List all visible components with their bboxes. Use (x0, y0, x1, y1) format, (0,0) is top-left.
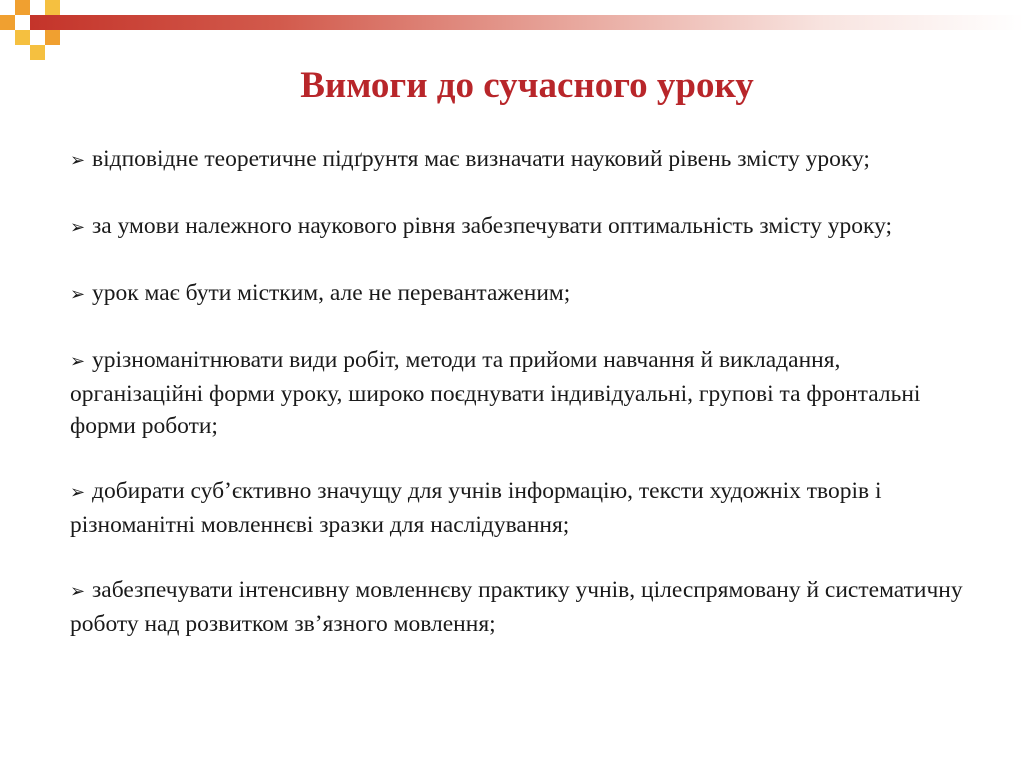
list-item (70, 574, 970, 640)
list-item (70, 143, 970, 177)
arrow-bullet-icon: ➢ (70, 351, 86, 372)
decor-square (45, 0, 60, 15)
decor-square (15, 0, 30, 15)
list-item (70, 210, 970, 244)
decor-square (45, 30, 60, 45)
list-item-text: забезпечувати інтенсивну мовленнєву практику учнів, цілеспрямовану й систематичну роботу над розвитком зв’язного мовлення; (70, 577, 963, 637)
decor-square (30, 45, 45, 60)
list-item (70, 475, 970, 541)
list-item-text: за умови належного наукового рівня забезпечувати оптимальність змісту уроку; (92, 213, 893, 239)
list-item-text: добирати суб’єктивно значущу для учнів інформацію, тексти художніх творів і різноманітні мовленнєві зразки для наслідування; (70, 478, 882, 538)
header-gradient-bar (30, 15, 1024, 30)
decor-square (0, 15, 15, 30)
list-item-text: урізноманітнювати види робіт, методи та прийоми навчання й викладання, організаційні форми уроку, широко поєднувати індивідуальні, групові та фронтальні форми роботи; (70, 347, 921, 439)
slide-title: Вимоги до сучасного уроку (300, 65, 754, 106)
bullet-list (70, 143, 970, 673)
decor-square (15, 30, 30, 45)
list-item (70, 344, 970, 442)
arrow-bullet-icon: ➢ (70, 482, 86, 503)
arrow-bullet-icon: ➢ (70, 150, 86, 171)
list-item-text: відповідне теоретичне підґрунтя має визначати науковий рівень змісту уроку; (92, 146, 870, 172)
list-item (70, 277, 970, 311)
list-item-text: урок має бути містким, але не перевантаженим; (92, 280, 571, 306)
arrow-bullet-icon: ➢ (70, 284, 86, 305)
arrow-bullet-icon: ➢ (70, 581, 86, 602)
arrow-bullet-icon: ➢ (70, 217, 86, 238)
